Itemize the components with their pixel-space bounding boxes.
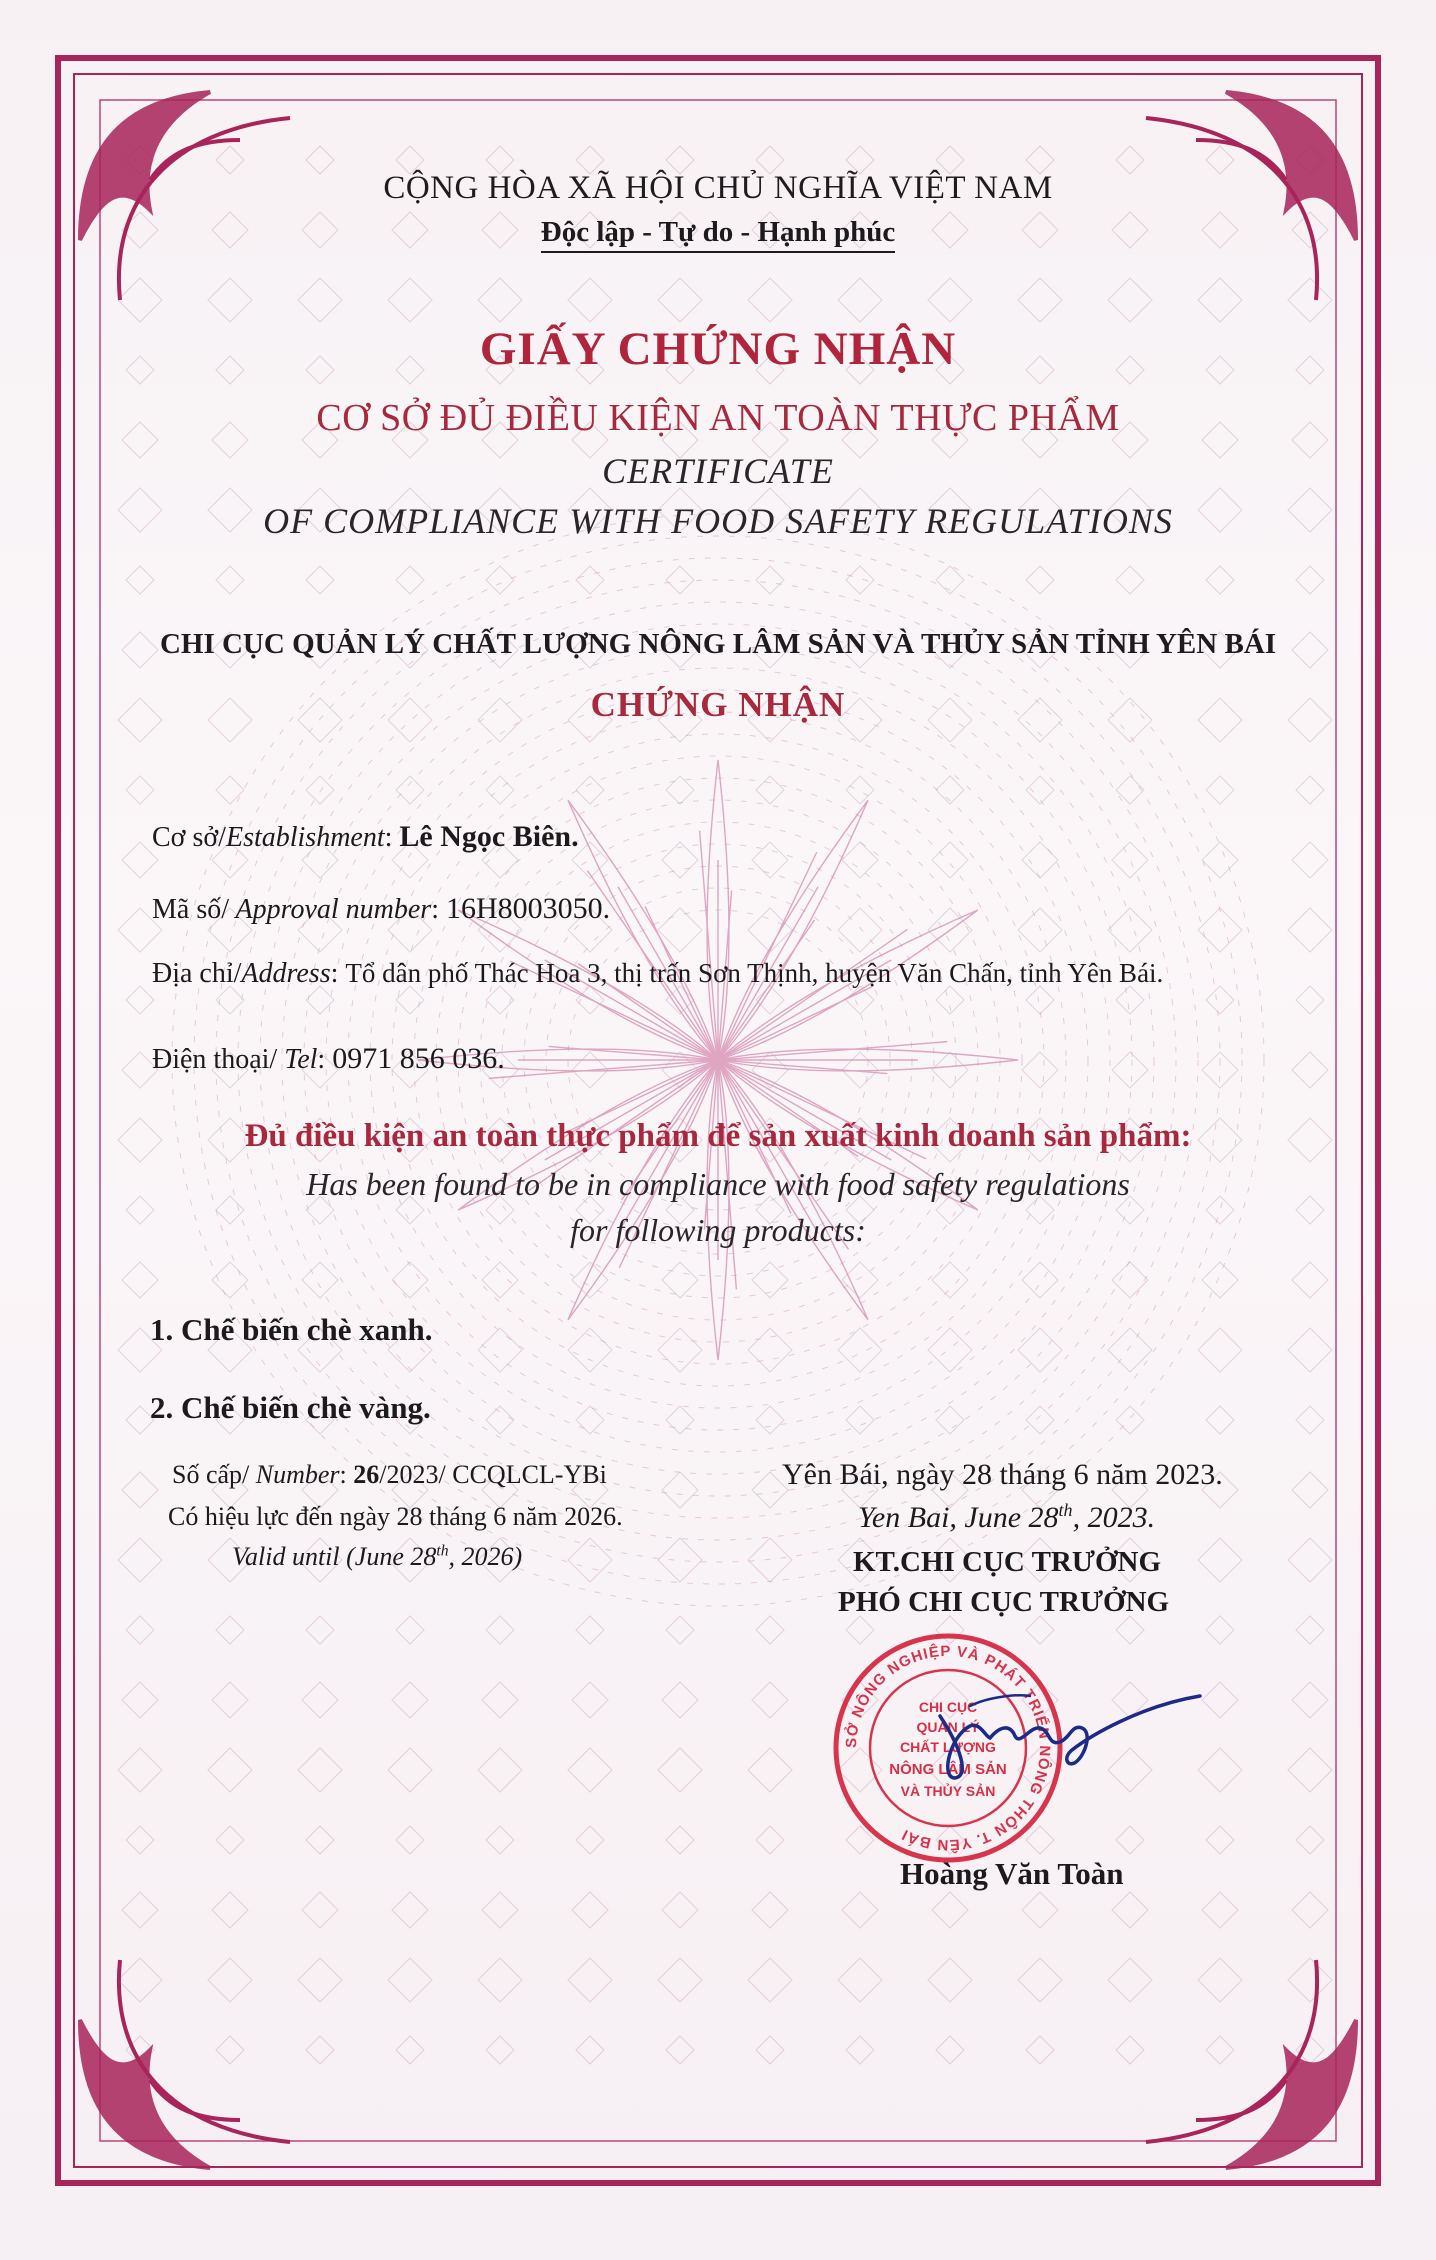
- place-date-en: [858, 1500, 1155, 1535]
- corner-ornament-bottom-left: [80, 1960, 290, 2168]
- establishment-label-en: Establishment: [225, 822, 385, 853]
- corner-ornament-bottom-right: [1146, 1960, 1356, 2168]
- establishment-value: Lê Ngọc Biên.: [399, 820, 579, 853]
- phone-sep: :: [317, 1044, 333, 1075]
- issuing-agency: CHI CỤC QUẢN LÝ CHẤT LƯỢNG NÔNG LÂM SẢN VÀ THỦY SẢN TỈNH YÊN BÁI: [159, 628, 1277, 660]
- product-item: 1. Chế biến chè xanh.: [150, 1312, 433, 1347]
- place-date-vi: Yên Bái, ngày 28 tháng 6 năm 2023.: [782, 1458, 1223, 1491]
- stamp-line-3: CHẤT LƯỢNG: [900, 1739, 996, 1755]
- address-label-vi: Địa chỉ/: [152, 958, 242, 989]
- motto-text: Độc lập - Tự do - Hạnh phúc: [541, 216, 896, 253]
- issue-number-rest: /2023/ CCQLCL-YBi: [379, 1460, 607, 1489]
- approval-sep: :: [431, 894, 446, 925]
- establishment-label-vi: Cơ sở/: [152, 822, 226, 853]
- phone-label-vi: Điện thoại/: [152, 1044, 278, 1075]
- stamp-line-5: VÀ THỦY SẢN: [900, 1783, 996, 1799]
- product-item: 2. Chế biến chè vàng.: [150, 1390, 431, 1425]
- compliance-statement-en-1: Has been found to be in compliance with food safety regulations: [306, 1166, 1130, 1202]
- address-label-en: Address: [241, 958, 331, 989]
- phone-field: [152, 1042, 505, 1076]
- address-field: [152, 958, 1163, 990]
- valid-until-en: [232, 1542, 522, 1572]
- valid-en-suffix: , 2026): [448, 1542, 523, 1571]
- nation-name: CỘNG HÒA XÃ HỘI CHỦ NGHĨA VIỆT NAM: [383, 170, 1053, 206]
- valid-en-sup: th: [436, 1542, 449, 1560]
- compliance-statement-en-2: for following products:: [570, 1212, 866, 1248]
- handwritten-signature: [900, 1666, 1220, 1786]
- issue-number-sep: :: [339, 1460, 354, 1489]
- signer-title-2: PHÓ CHI CỤC TRƯỞNG: [838, 1586, 1170, 1618]
- valid-until-vi: Có hiệu lực đến ngày 28 tháng 6 năm 2026.: [168, 1502, 623, 1531]
- phone-label-en: Tel: [277, 1044, 318, 1075]
- certificate-subtitle-en: OF COMPLIANCE WITH FOOD SAFETY REGULATIONS: [263, 501, 1173, 541]
- valid-en-prefix: Valid until (June 28: [232, 1542, 437, 1571]
- establishment-sep: :: [384, 822, 400, 853]
- issue-number-label-vi: Số cấp/: [172, 1460, 250, 1489]
- approval-number-field: [152, 892, 610, 926]
- issue-number-bold: 26: [353, 1460, 380, 1489]
- stamp-line-2: QUẢN LÝ: [916, 1719, 980, 1735]
- date-en-suffix: , 2023.: [1072, 1501, 1156, 1534]
- certificate-title: GIẤY CHỨNG NHẬN: [479, 323, 957, 375]
- signer-title-1: KT.CHI CỤC TRƯỞNG: [853, 1546, 1162, 1578]
- national-motto: [0, 216, 1436, 249]
- issue-number-label-en: Number: [249, 1460, 340, 1489]
- stamp-line-1: CHI CỤC: [918, 1699, 978, 1715]
- address-sep: :: [330, 958, 346, 989]
- date-en-prefix: Yen Bai, June 28: [858, 1501, 1059, 1534]
- establishment-field: [152, 820, 579, 854]
- approval-value: 16H8003050.: [446, 892, 611, 925]
- phone-value: 0971 856 036.: [332, 1042, 505, 1075]
- address-value: Tổ dân phố Thác Hoa 3, thị trấn Sơn Thịnh, huyện Văn Chấn, tỉnh Yên Bái.: [345, 958, 1164, 988]
- stamp-ring-text: SỞ NÔNG NGHIỆP VÀ PHÁT TRIỂN NÔNG THÔN T. YÊN BÁI: [842, 1642, 1054, 1854]
- approval-label-en: Approval number: [229, 894, 432, 925]
- signer-name: Hoàng Văn Toàn: [900, 1856, 1124, 1891]
- certifies-heading: CHỨNG NHẬN: [590, 685, 846, 724]
- date-en-sup: th: [1058, 1500, 1073, 1520]
- approval-label-vi: Mã số/: [152, 894, 229, 925]
- compliance-statement-vi: Đủ điều kiện an toàn thực phẩm để sản xuất kinh doanh sản phẩm:: [244, 1118, 1192, 1154]
- stamp-line-4: NÔNG LÂM SẢN: [889, 1761, 1007, 1778]
- certificate-title-en: CERTIFICATE: [602, 451, 834, 491]
- certificate-subtitle: CƠ SỞ ĐỦ ĐIỀU KIỆN AN TOÀN THỰC PHẨM: [316, 397, 1120, 439]
- issue-number: [172, 1460, 607, 1490]
